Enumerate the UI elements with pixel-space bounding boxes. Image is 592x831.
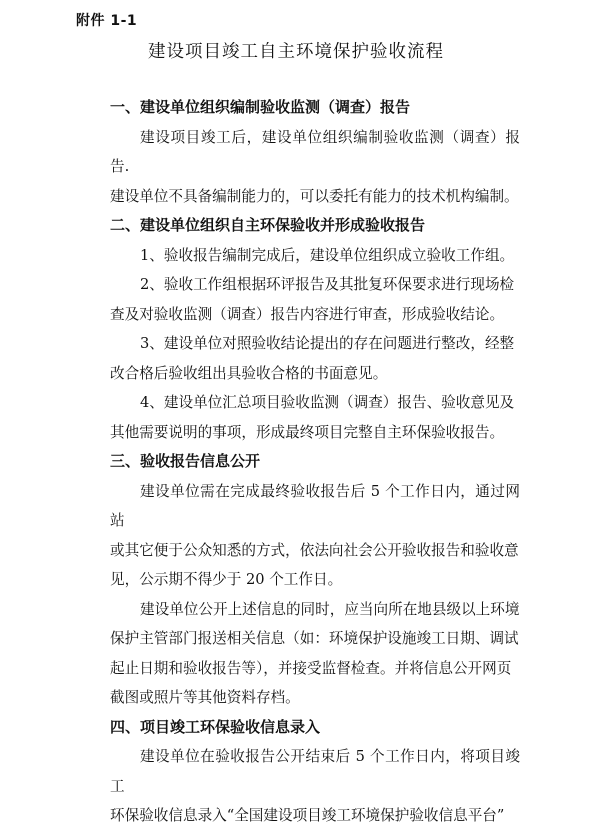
text-line: 改合格后验收组出具验收合格的书面意见。 — [110, 364, 388, 382]
section-2-paragraph-3 — [80, 329, 520, 388]
section-2-paragraph-1 — [80, 241, 520, 271]
text-line: 起止日期和验收报告等），并接受监督检查。并将信息公开网页 — [110, 659, 512, 677]
text-line: 建设单位在验收报告公开结束后 5 个工作日内，将项目竣工 — [110, 748, 520, 795]
section-2-paragraph-2 — [80, 270, 520, 329]
section-heading-1: 一、建设单位组织编制验收监测（调查）报告 — [110, 98, 411, 116]
section-4-paragraph-1 — [80, 742, 520, 831]
section-3-paragraph-1 — [80, 477, 520, 595]
text-line: 建设单位需在完成最终验收报告后 5 个工作日内，通过网站 — [110, 482, 520, 529]
section-heading-2: 二、建设单位组织自主环保验收并形成验收报告 — [110, 216, 426, 234]
text-line: 建设项目竣工后，建设单位组织编制验收监测（调查）报告. — [110, 128, 520, 175]
text-line: 截图或照片等其他资料存档。 — [110, 689, 300, 706]
document-title: 建设项目竣工自主环境保护验收流程 — [148, 42, 444, 62]
section-2-paragraph-4 — [80, 388, 520, 447]
text-line: 其他需要说明的事项，形成最终项目完整自主环保验收报告。 — [110, 423, 505, 441]
text-line: 或其它便于公众知悉的方式，依法向社会公开验收报告和验收意 — [110, 541, 519, 559]
text-line: 保护主管部门报送相关信息（如：环境保护设施竣工日期、调试 — [110, 630, 519, 647]
document-body — [80, 93, 520, 831]
text-line: 4、建设单位汇总项目验收监测（调查）报告、验收意见及 — [140, 394, 515, 411]
text-line: 见，公示期不得少于 20 个工作日。 — [110, 571, 343, 588]
text-line: 3、建设单位对照验收结论提出的存在问题进行整改，经整 — [140, 335, 515, 352]
text-line: 1、验收报告编制完成后，建设单位组织成立验收工作组。 — [140, 246, 515, 264]
section-3-paragraph-2 — [80, 595, 520, 713]
section-1-paragraph-1 — [80, 123, 520, 212]
section-heading-4: 四、项目竣工环保验收信息录入 — [110, 717, 321, 736]
text-line: 2、验收工作组根据环评报告及其批复环保要求进行现场检 — [140, 276, 515, 293]
text-line: 建设单位公开上述信息的同时，应当向所在地县级以上环境 — [140, 600, 520, 618]
text-line: 建设单位不具备编制能力的，可以委托有能力的技术机构编制。 — [110, 187, 519, 205]
text-line: 查及对验收监测（调查）报告内容进行审查，形成验收结论。 — [110, 305, 505, 323]
section-heading-3: 三、验收报告信息公开 — [110, 452, 261, 470]
text-line: 环保验收信息录入“全国建设项目竣工环境保护验收信息平台” — [110, 807, 505, 824]
attachment-label: 附件 1-1 — [76, 13, 138, 29]
